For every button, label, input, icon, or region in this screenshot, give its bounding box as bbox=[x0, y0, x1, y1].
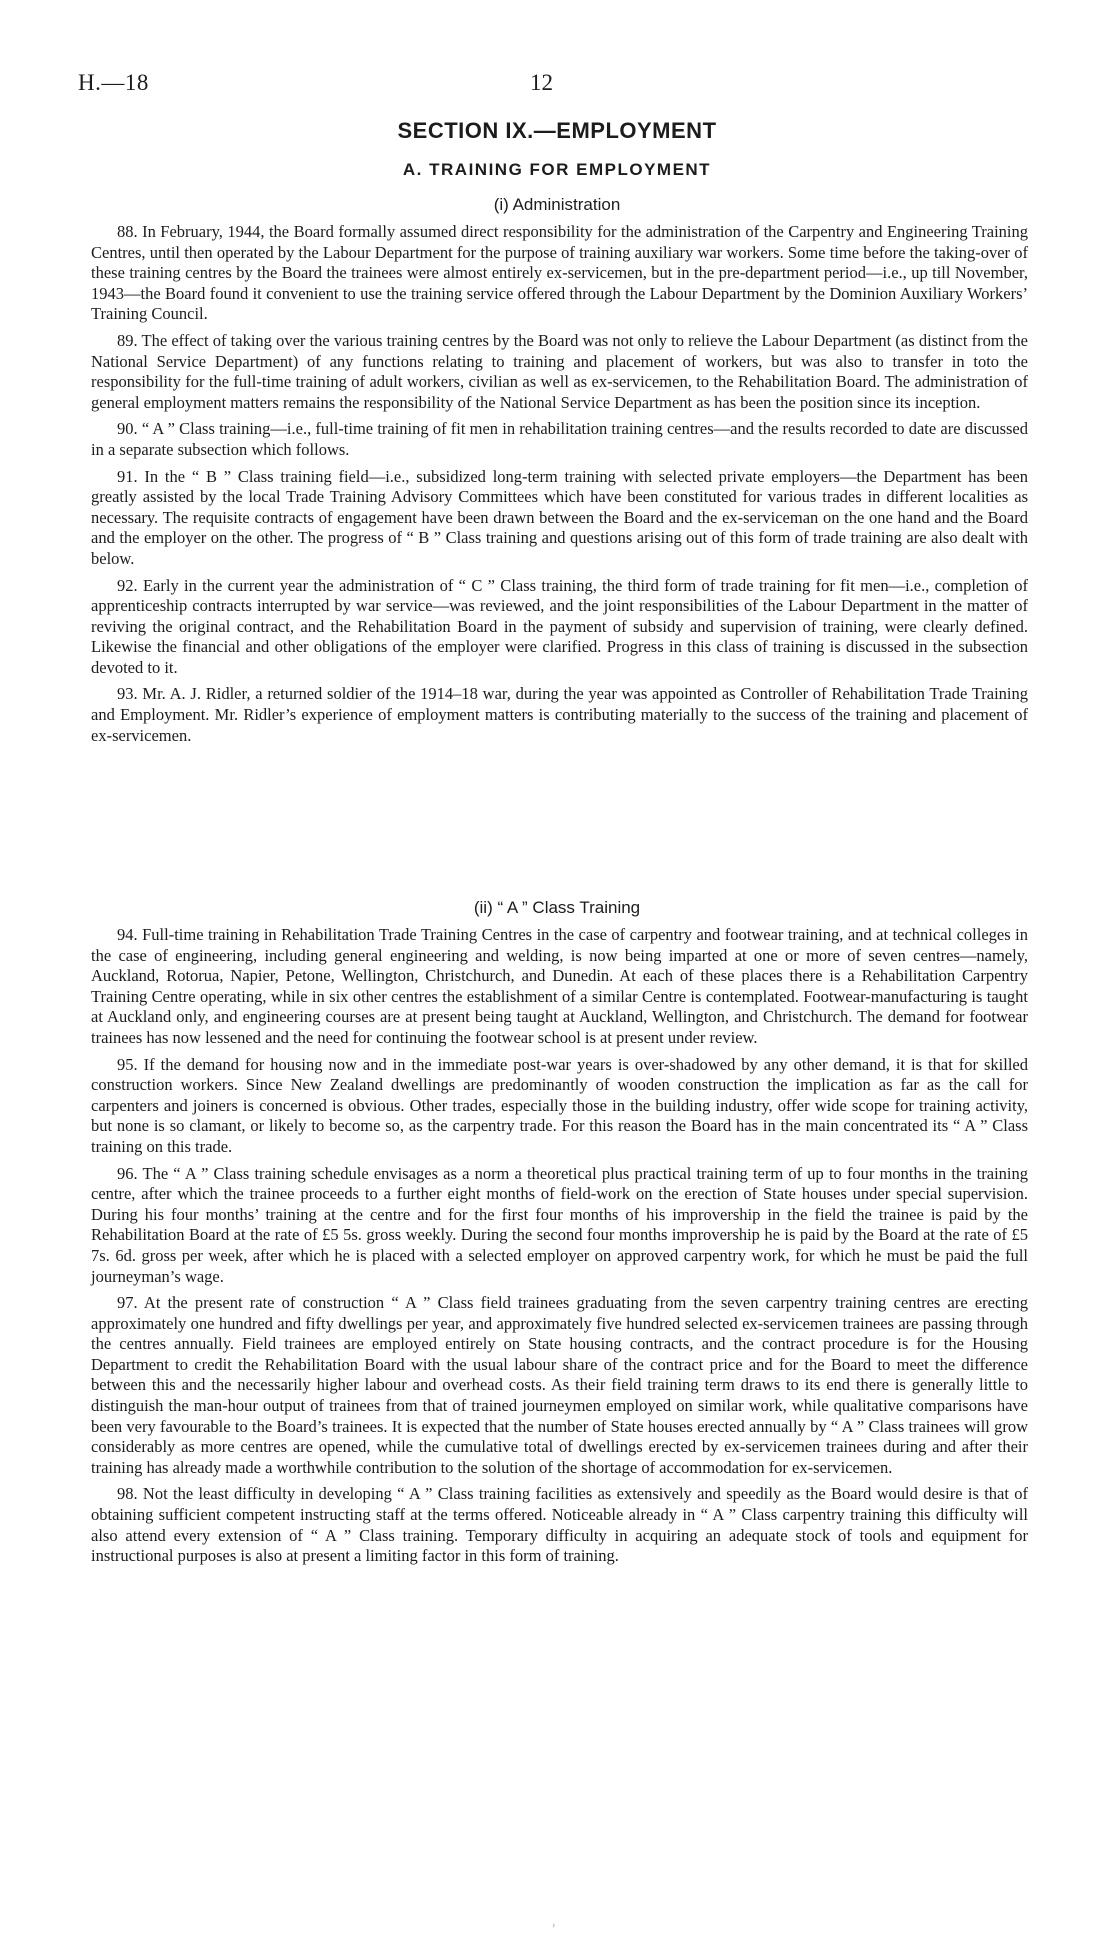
paragraph-93: 93. Mr. A. J. Ridler, a returned soldier of the 1914–18 war, during the year was appointed as Controller of Rehabilitation Trade Training and Employment. Mr. Ridler’s experience of employment matters is contributing materially to the success of the training and placement of ex-servicemen. bbox=[91, 684, 1028, 745]
administration-section bbox=[91, 222, 1028, 746]
subsection-title: A. TRAINING FOR EMPLOYMENT bbox=[402, 160, 712, 179]
paragraph-94: 94. Full-time training in Rehabilitation Trade Training Centres in the case of carpentry and footwear training, and at technical colleges in the case of engineering, including general engineering and welding, is now being imparted at one or more of seven centres—namely, Auckland, Rotorua, Napier, Petone, Wellington, Christchurch, and Dunedin. At each of these places there is a Rehabilitation Carpentry Training Centre operating, while in six other centres the establishment of a similar Centre is contemplated. Footwear-manufacturing is taught at Auckland only, and engineering courses are at present being taught at Auckland, Wellington, and Christchurch. The demand for footwear trainees has now lessened and the need for continuing the footwear school is at present under review. bbox=[91, 925, 1028, 1047]
section-title: SECTION IX.—EMPLOYMENT bbox=[397, 118, 717, 143]
paragraph-97: 97. At the present rate of construction “ A ” Class field trainees graduating from the seven carpentry training centres are erecting approximately one hundred and fifty dwellings per year, and approximately five hundred selected ex-servicemen trainees are passing through the centres annually. Field trainees are employed entirely on State housing contracts, and the contract procedure is for the Housing Department to credit the Rehabilitation Board with the usual labour share of the contract price and for the Board to meet the difference between this and the necessarily higher labour and overhead costs. As their field training term draws to its end there is generally little to distinguish the man-hour output of trainees from that of trained journeymen employed on similar work, while qualitative comparisons have been very favourable to the Board’s trainees. It is expected that the number of State houses erected annually by “ A ” Class trainees will grow considerably as more centres are opened, while the cumulative total of dwellings erected by ex-servicemen trainees during and after their training has already made a worthwhile contribution to the solution of the shortage of accommodation for ex-servicemen. bbox=[91, 1293, 1028, 1477]
heading-a-class-training: (ii) “ A ” Class Training bbox=[473, 898, 641, 917]
paragraph-98: 98. Not the least difficulty in developing “ A ” Class training facilities as extensively and speedily as the Board would desire is that of obtaining sufficient competent instructing staff at the terms offered. Noticeable already in “ A ” Class carpentry training this difficulty will also attend every extension of “ A ” Class training. Temporary difficulty in acquiring an adequate stock of tools and equipment for instructional purposes is also at present a limiting factor in this form of training. bbox=[91, 1484, 1028, 1566]
document-reference: H.—18 bbox=[78, 70, 149, 95]
paragraph-90: 90. “ A ” Class training—i.e., full-time training of fit men in rehabilitation training centres—and the results recorded to date are discussed in a separate subsection which follows. bbox=[91, 419, 1028, 459]
paragraph-89: 89. The effect of taking over the various training centres by the Board was not only to relieve the Labour Department (as distinct from the National Service Department) of any functions relating to training and placement of workers, but was also to transfer in toto the responsibility for the full-time training of adult workers, civilian as well as ex-servicemen, to the Rehabilitation Board. The administration of general employment matters remains the responsibility of the National Service Department as has been the position since its inception. bbox=[91, 330, 1028, 412]
page-number: 12 bbox=[530, 70, 553, 95]
heading-administration: (i) Administration bbox=[493, 195, 621, 214]
paragraph-88: 88. In February, 1944, the Board formally assumed direct responsibility for the administration of the Carpentry and Engineering Training Centres, until then operated by the Labour Department for the purpose of training auxiliary war workers. Some time before the taking-over of these training centres by the Board the trainees were almost entirely ex-servicemen, but in the pre-department period—i.e., up till November, 1943—the Board found it convenient to use the training service offered through the Labour Department by the Dominion Auxiliary Workers’ Training Council. bbox=[91, 222, 1028, 324]
footer-mark: › bbox=[552, 1920, 556, 1931]
paragraph-95: 95. If the demand for housing now and in the immediate post-war years is over-shadowed by any other demand, it is that for skilled construction workers. Since New Zealand dwellings are predominantly of wooden construction the implication as far as the call for carpenters and joiners is concerned is obvious. Other trades, especially those in the building industry, offer wide scope for training activity, but none is so clamant, or likely to become so, as the carpentry trade. For this reason the Board has in the main concentrated its “ A ” Class training on this trade. bbox=[91, 1054, 1028, 1156]
paragraph-96: 96. The “ A ” Class training schedule envisages as a norm a theoretical plus practical training term of up to four months in the training centre, after which the trainee proceeds to a further eight months of field-work on the erection of State houses under special supervision. During his four months’ training at the centre and for the first four months of his improvership in the field the trainee is paid by the Rehabilitation Board at the rate of £5 5s. gross weekly. During the second four months improvership he is paid by the Board at the rate of £5 7s. 6d. gross per week, after which he is placed with a selected employer on approved carpentry work, for which he must be paid the full journeyman’s wage. bbox=[91, 1163, 1028, 1286]
a-class-training-section bbox=[91, 925, 1028, 1567]
paragraph-92: 92. Early in the current year the administration of “ C ” Class training, the third form of trade training for fit men—i.e., completion of apprenticeship contracts interrupted by war service—was reviewed, and the joint responsibilities of the Labour Department in the matter of reviving the original contract, and the Rehabilitation Board in the payment of subsidy and supervision of training, were clearly defined. Likewise the financial and other obligations of the employer were clarified. Progress in this class of training is discussed in the subsection devoted to it. bbox=[91, 575, 1028, 677]
paragraph-91: 91. In the “ B ” Class training field—i.e., subsidized long-term training with selected private employers—the Department has been greatly assisted by the local Trade Training Advisory Committees which have been constituted for various trades in different localities as necessary. The requisite contracts of engagement have been drawn between the Board and the ex-serviceman on the one hand and the Board and the employer on the other. The progress of “ B ” Class training and questions arising out of this form of trade training are also dealt with below. bbox=[91, 466, 1028, 568]
